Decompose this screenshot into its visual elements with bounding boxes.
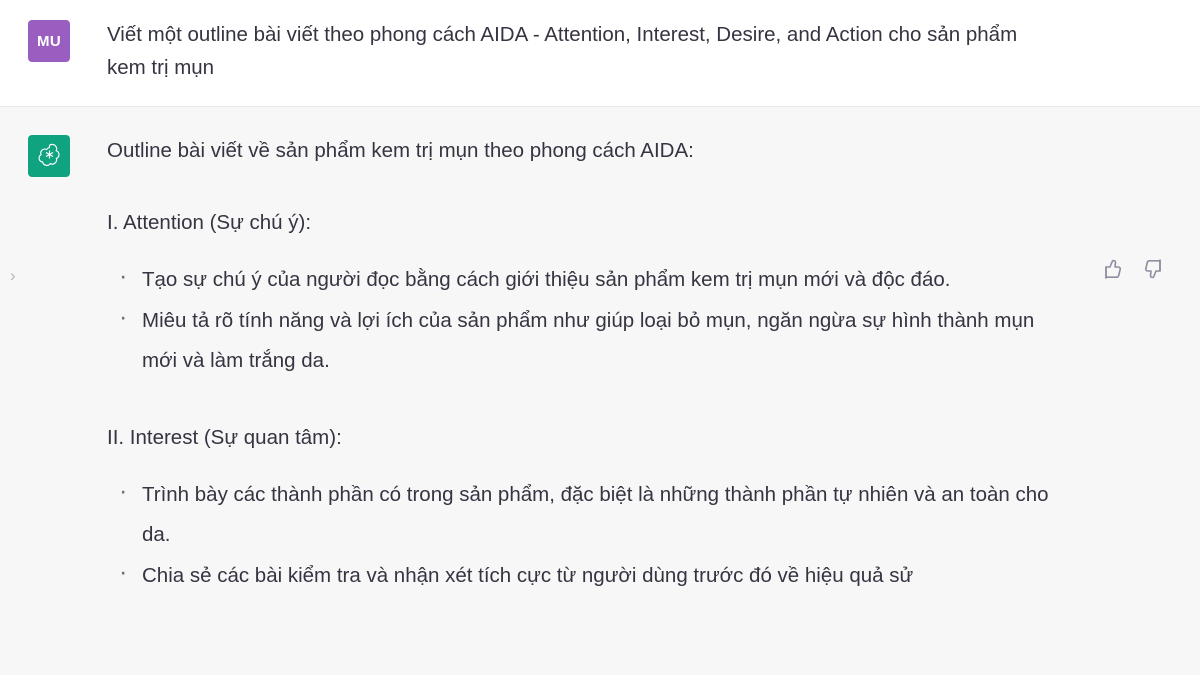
section-heading-attention: I. Attention (Sự chú ý): xyxy=(107,211,312,234)
user-message-turn xyxy=(0,0,1200,107)
user-message-text: Viết một outline bài viết theo phong cách AIDA - Attention, Interest, Desire, and Action cho sản phẩm kem trị mụn xyxy=(107,23,1018,79)
message-actions xyxy=(1099,257,1167,281)
list-item: · Miêu tả rõ tính năng và lợi ích của sản phẩm như giúp loại bỏ mụn, ngăn ngừa sự hình thành mụn mới và làm trắng da. xyxy=(107,301,1057,381)
list-item: · Trình bày các thành phần có trong sản phẩm, đặc biệt là những thành phần tự nhiên và an toàn cho da. xyxy=(107,475,1057,555)
avatar xyxy=(28,135,70,177)
list-item: · Tạo sự chú ý của người đọc bằng cách giới thiệu sản phẩm kem trị mụn mới và độc đáo. xyxy=(107,260,1057,300)
avatar-initials: MU xyxy=(37,32,61,50)
assistant-message-turn xyxy=(0,107,1200,675)
bullet-list-interest xyxy=(107,475,1057,596)
thumbs-down-icon[interactable] xyxy=(1143,257,1167,281)
section-heading-interest: II. Interest (Sự quan tâm): xyxy=(107,426,342,449)
chevron-right-icon[interactable]: › xyxy=(10,266,16,285)
openai-logo-icon xyxy=(37,142,62,171)
bullet-list-attention xyxy=(107,260,1057,381)
list-item: · Chia sẻ các bài kiểm tra và nhận xét tích cực từ người dùng trước đó về hiệu quả sử xyxy=(107,556,1057,596)
assistant-intro-text: Outline bài viết về sản phẩm kem trị mụn theo phong cách AIDA: xyxy=(107,139,694,162)
avatar xyxy=(28,20,70,62)
thumbs-up-icon[interactable] xyxy=(1099,257,1123,281)
